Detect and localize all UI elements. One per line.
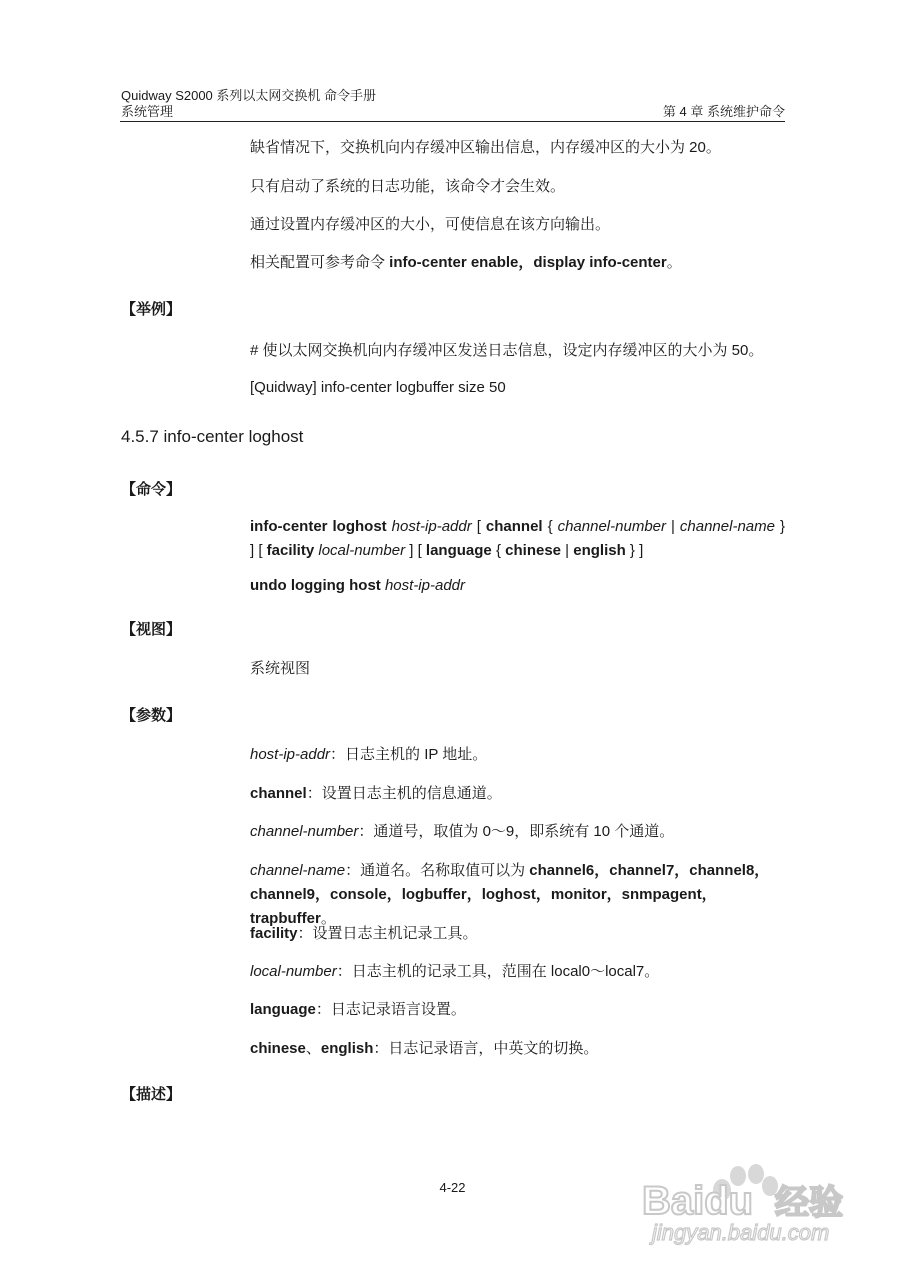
- params-label: 【参数】: [121, 707, 182, 724]
- description-label: 【描述】: [121, 1086, 182, 1103]
- param-chinese-english: chinese、english：日志记录语言，中英文的切换。: [250, 1040, 599, 1057]
- watermark-label: 经验: [775, 1183, 843, 1223]
- param-channel-name: channel-name：通道名。名称取值可以为 channel6，channel7，channel8， channel9，console，logbuffer，loghost，monitor，snmpagent，trapbuffer。: [250, 862, 770, 927]
- view-text: 系统视图: [250, 660, 311, 677]
- header-rule: [120, 121, 785, 122]
- watermark-brand: Baidu: [642, 1179, 754, 1223]
- param-channel-number: channel-number：通道号，取值为 0～9，即系统有 10 个通道。: [250, 823, 675, 840]
- undo-command: undo logging host host-ip-addr: [250, 577, 466, 594]
- watermark-url: jingyan.baidu.com: [652, 1220, 830, 1245]
- page-number: 4-22: [439, 1180, 466, 1195]
- param-host-ip-addr: host-ip-addr：日志主机的 IP 地址。: [250, 746, 488, 763]
- command-syntax: info-center loghost host-ip-addr [ channel { channel-number | channel-name } ] [ facility local-number ] [ language { chinese | english } ]: [250, 518, 785, 559]
- param-language: language：日志记录语言设置。: [250, 1001, 466, 1018]
- intro-line-3: 通过设置内存缓冲区的大小，可使信息在该方向输出。: [250, 216, 611, 233]
- header-section: 系统管理: [121, 104, 174, 119]
- section-heading: 4.5.7 info-center loghost: [121, 427, 304, 446]
- header-title: Quidway S2000 系列以太网交换机 命令手册: [121, 88, 377, 103]
- intro-line-2: 只有启动了系统的日志功能，该命令才会生效。: [250, 178, 566, 195]
- intro-line-1: 缺省情况下，交换机向内存缓冲区输出信息，内存缓冲区的大小为 20。: [250, 139, 721, 156]
- example-command: [Quidway] info-center logbuffer size 50: [250, 379, 506, 396]
- example-label: 【举例】: [121, 301, 182, 318]
- baidu-jingyan-watermark: [640, 1140, 860, 1250]
- command-label: 【命令】: [121, 481, 182, 498]
- example-desc: # 使以太网交换机向内存缓冲区发送日志信息，设定内存缓冲区的大小为 50。: [250, 342, 764, 359]
- view-label: 【视图】: [121, 621, 182, 638]
- intro-line-4: 相关配置可参考命令 info-center enable，display info-center。: [250, 254, 682, 271]
- param-local-number: local-number：日志主机的记录工具，范围在 local0～local7。: [250, 963, 660, 980]
- param-channel: channel：设置日志主机的信息通道。: [250, 785, 502, 802]
- param-facility: facility：设置日志主机记录工具。: [250, 925, 478, 942]
- header-chapter: 第 4 章 系统维护命令: [662, 104, 785, 119]
